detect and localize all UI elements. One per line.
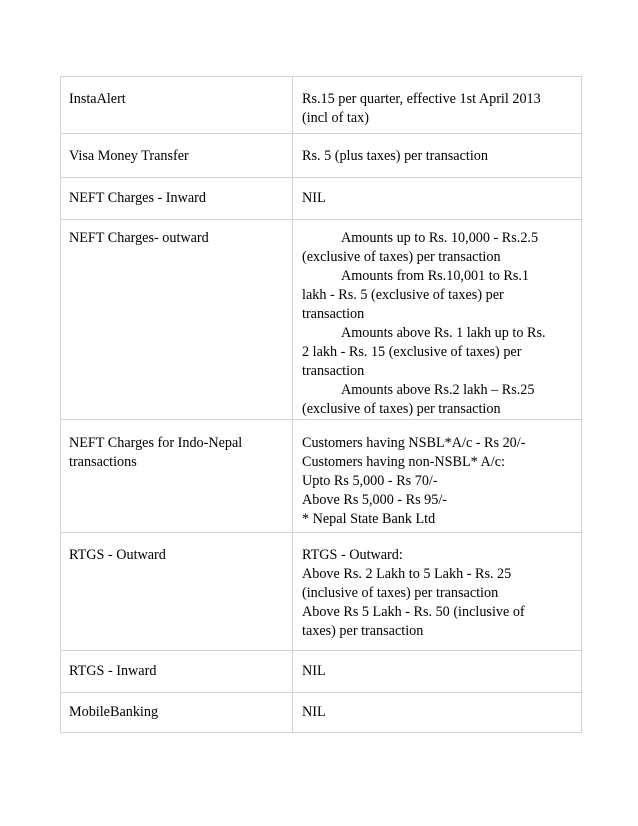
value-line: Customers having non-NSBL* A/c: — [302, 454, 505, 470]
row-value-cell — [293, 420, 582, 533]
table-row — [61, 134, 582, 178]
value-line: Amounts up to Rs. 10,000 - Rs.2.5 — [341, 230, 539, 246]
row-value-cell — [293, 77, 582, 134]
value-line: Upto Rs 5,000 - Rs 70/- — [302, 473, 438, 489]
value-line: NIL — [302, 663, 326, 679]
value-line: transaction — [302, 363, 365, 379]
row-value-cell — [293, 693, 582, 733]
row-label: InstaAlert — [69, 91, 126, 107]
table-row — [61, 693, 582, 733]
value-line: (exclusive of taxes) per transaction — [302, 249, 501, 265]
value-line: (inclusive of taxes) per transaction — [302, 585, 499, 601]
table-row — [61, 533, 582, 651]
row-label: NEFT Charges- outward — [69, 230, 209, 246]
table-row — [61, 77, 582, 134]
value-line: Above Rs. 2 Lakh to 5 Lakh - Rs. 25 — [302, 566, 512, 582]
value-line: Amounts above Rs. 1 lakh up to Rs. — [341, 325, 546, 341]
value-line: RTGS - Outward: — [302, 547, 403, 563]
row-label-cell — [61, 77, 293, 134]
row-value-cell — [293, 533, 582, 651]
row-value-cell — [293, 134, 582, 178]
row-value-cell — [293, 178, 582, 220]
value-line: lakh - Rs. 5 (exclusive of taxes) per — [302, 287, 504, 303]
value-line: taxes) per transaction — [302, 623, 424, 639]
value-line: Above Rs 5,000 - Rs 95/- — [302, 492, 448, 508]
value-line: (incl of tax) — [302, 110, 369, 126]
value-line: transaction — [302, 306, 365, 322]
value-line: Rs. 5 (plus taxes) per transaction — [302, 148, 488, 164]
row-label-cell — [61, 651, 293, 693]
value-line: Amounts above Rs.2 lakh – Rs.25 — [341, 382, 535, 398]
row-label-cell — [61, 134, 293, 178]
row-label: transactions — [69, 454, 137, 470]
row-label-cell — [61, 533, 293, 651]
row-label-cell — [61, 420, 293, 533]
table-row — [61, 220, 582, 420]
row-label-cell — [61, 693, 293, 733]
value-line: 2 lakh - Rs. 15 (exclusive of taxes) per — [302, 344, 522, 360]
row-label: Visa Money Transfer — [69, 148, 189, 164]
row-label-cell — [61, 178, 293, 220]
table-row — [61, 178, 582, 220]
row-label: RTGS - Outward — [69, 547, 166, 563]
row-label-cell — [61, 220, 293, 420]
value-line: Rs.15 per quarter, effective 1st April 2013 — [302, 91, 541, 107]
value-line: * Nepal State Bank Ltd — [302, 511, 436, 527]
value-line: Above Rs 5 Lakh - Rs. 50 (inclusive of — [302, 604, 525, 620]
row-label: NEFT Charges for Indo-Nepal — [69, 435, 243, 451]
value-line: Amounts from Rs.10,001 to Rs.1 — [341, 268, 529, 284]
table-row — [61, 420, 582, 533]
row-label: MobileBanking — [69, 704, 159, 720]
value-line: Customers having NSBL*A/c - Rs 20/- — [302, 435, 526, 451]
value-line: NIL — [302, 190, 326, 206]
value-line: NIL — [302, 704, 326, 720]
row-value-cell — [293, 220, 582, 420]
row-label: RTGS - Inward — [69, 663, 157, 679]
charges-table — [60, 76, 582, 733]
row-value-cell — [293, 651, 582, 693]
row-label: NEFT Charges - Inward — [69, 190, 206, 206]
value-line: (exclusive of taxes) per transaction — [302, 401, 501, 417]
table-row — [61, 651, 582, 693]
